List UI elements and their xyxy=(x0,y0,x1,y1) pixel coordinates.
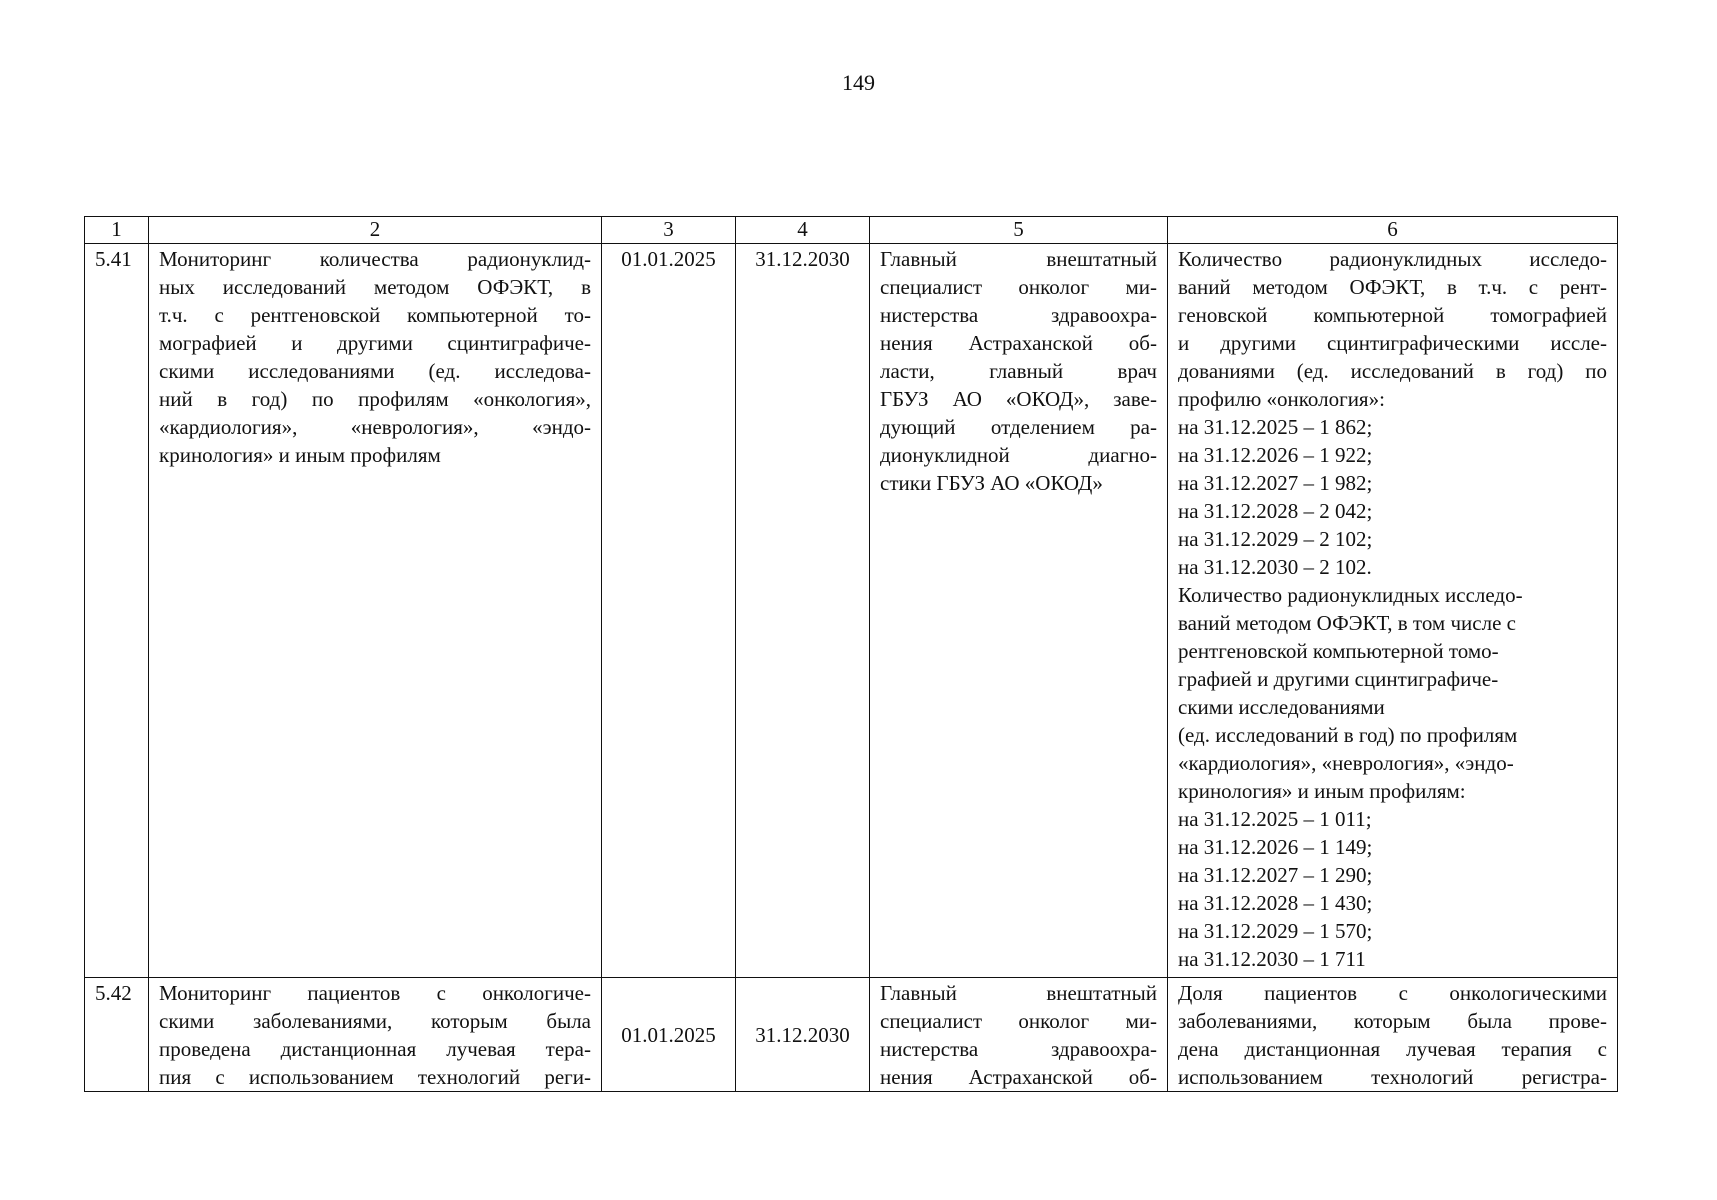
column-header: 1 xyxy=(85,217,149,244)
value-line: на 31.12.2026 – 1 149; xyxy=(1178,835,1373,859)
value-line: на 31.12.2027 – 1 290; xyxy=(1178,863,1373,887)
text-line: и другими сцинтиграфическими иссле- xyxy=(1178,331,1607,355)
end-date: 31.12.2030 xyxy=(736,978,870,1092)
text-line: ваний методом ОФЭКТ, в том числе с xyxy=(1178,611,1516,635)
text-line: «кардиология», «неврология», «эндо- xyxy=(1178,751,1514,775)
value-line: на 31.12.2029 – 1 570; xyxy=(1178,919,1373,943)
text-line: дена дистанционная лучевая терапия с xyxy=(1178,1037,1607,1061)
text-line: дованиями (ед. исследований в год) по xyxy=(1178,359,1607,383)
table-row xyxy=(85,244,1618,978)
text-line: заболеваниями, которым была прове- xyxy=(1178,1009,1607,1033)
indicator-cell xyxy=(1168,244,1618,978)
indicator-cell xyxy=(1168,978,1618,1092)
value-line: на 31.12.2030 – 2 102. xyxy=(1178,555,1372,579)
text-line: специалист онколог ми- xyxy=(880,1009,1157,1033)
text-line: (ед. исследований в год) по профилям xyxy=(1178,723,1518,747)
text-line: кринология» и иным профилям: xyxy=(1178,779,1466,803)
column-header: 2 xyxy=(149,217,602,244)
text-line: Мониторинг пациентов с онкологиче- xyxy=(159,981,591,1005)
column-header: 5 xyxy=(870,217,1168,244)
text-line: т.ч. с рентгеновской компьютерной то- xyxy=(159,303,591,327)
value-line: на 31.12.2025 – 1 011; xyxy=(1178,807,1372,831)
row-number: 5.42 xyxy=(85,978,149,1092)
responsible-cell xyxy=(870,978,1168,1092)
column-header: 4 xyxy=(736,217,870,244)
text-line: нения Астраханской об- xyxy=(880,331,1157,355)
row-number: 5.41 xyxy=(85,244,149,978)
table-row xyxy=(85,978,1618,1092)
text-line: пия с использованием технологий реги- xyxy=(159,1065,591,1089)
value-line: на 31.12.2025 – 1 862; xyxy=(1178,415,1373,439)
text-line: скими исследованиями xyxy=(1178,695,1385,719)
end-date: 31.12.2030 xyxy=(736,244,870,978)
value-line: на 31.12.2029 – 2 102; xyxy=(1178,527,1373,551)
text-line: рентгеновской компьютерной томо- xyxy=(1178,639,1499,663)
value-line: на 31.12.2030 – 1 711 xyxy=(1178,947,1366,971)
text-line: геновской компьютерной томографией xyxy=(1178,303,1607,327)
text-line: профилю «онкология»: xyxy=(1178,387,1385,411)
text-line: ных исследований методом ОФЭКТ, в xyxy=(159,275,591,299)
table-header-row xyxy=(85,217,1618,244)
value-line: на 31.12.2028 – 1 430; xyxy=(1178,891,1373,915)
text-line: Количество радионуклидных исследо- xyxy=(1178,247,1607,271)
text-line: ваний методом ОФЭКТ, в т.ч. с рент- xyxy=(1178,275,1607,299)
text-line: ГБУЗ АО «ОКОД», заве- xyxy=(880,387,1157,411)
text-line: использованием технологий регистра- xyxy=(1178,1065,1607,1089)
text-line: Доля пациентов с онкологическими xyxy=(1178,981,1607,1005)
start-date: 01.01.2025 xyxy=(602,244,736,978)
text-line: «кардиология», «неврология», «эндо- xyxy=(159,415,591,439)
text-line: ний в год) по профилям «онкология», xyxy=(159,387,591,411)
text-line: нистерства здравоохра- xyxy=(880,303,1157,327)
text-line: стики ГБУЗ АО «ОКОД» xyxy=(880,471,1103,495)
text-line: дионуклидной диагно- xyxy=(880,443,1157,467)
text-line: ласти, главный врач xyxy=(880,359,1157,383)
text-line: нистерства здравоохра- xyxy=(880,1037,1157,1061)
text-line: нения Астраханской об- xyxy=(880,1065,1157,1089)
text-line: мографией и другими сцинтиграфиче- xyxy=(159,331,591,355)
measure-name-cell xyxy=(149,978,602,1092)
text-line: проведена дистанционная лучевая тера- xyxy=(159,1037,591,1061)
start-date: 01.01.2025 xyxy=(602,978,736,1092)
value-line: на 31.12.2027 – 1 982; xyxy=(1178,471,1373,495)
column-header: 3 xyxy=(602,217,736,244)
value-line: на 31.12.2026 – 1 922; xyxy=(1178,443,1373,467)
page-number: 149 xyxy=(842,70,875,95)
text-line: Главный внештатный xyxy=(880,247,1157,271)
text-line: скими исследованиями (ед. исследова- xyxy=(159,359,591,383)
text-line: дующий отделением ра- xyxy=(880,415,1157,439)
column-header: 6 xyxy=(1168,217,1618,244)
text-line: Количество радионуклидных исследо- xyxy=(1178,583,1523,607)
text-line: графией и другими сцинтиграфиче- xyxy=(1178,667,1499,691)
text-line: Мониторинг количества радионуклид- xyxy=(159,247,591,271)
value-line: на 31.12.2028 – 2 042; xyxy=(1178,499,1373,523)
text-line: скими заболеваниями, которым была xyxy=(159,1009,591,1033)
responsible-cell xyxy=(870,244,1168,978)
measure-name-cell xyxy=(149,244,602,978)
measures-table xyxy=(84,216,1618,1092)
text-line: Главный внештатный xyxy=(880,981,1157,1005)
text-line: специалист онколог ми- xyxy=(880,275,1157,299)
text-line: кринология» и иным профилям xyxy=(159,443,441,467)
